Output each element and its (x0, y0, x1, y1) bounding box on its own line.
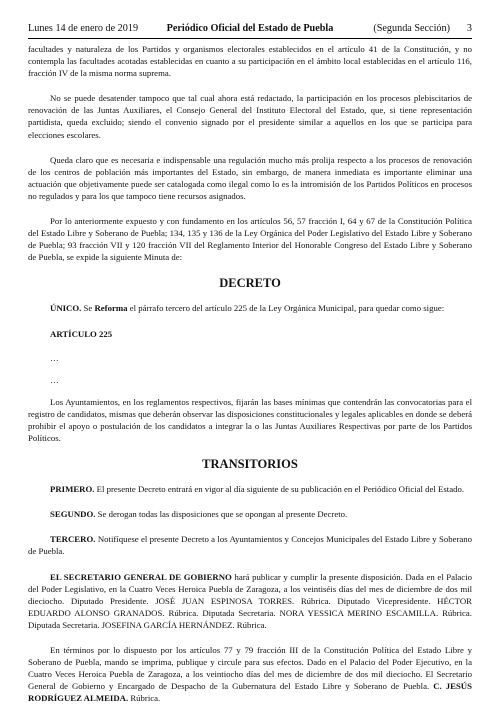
final-text: En términos por lo dispuesto por los artículos 77 y 79 fracción III de la Constitución Política del Estado Libre y Soberano de Puebla, mando se imprima, publique y circule para sus efectos. Dado en el Palacio del Poder Ejecutivo, en la Cuatro Veces Heroica Puebla de Zaragoza, a los veintiocho días del mes de diciembre de dos mil dieciocho. El Secretario General de Gobierno y Encargado de Despacho de la Gubernatura del Estado Libre y Soberano de Puebla. (28, 645, 472, 692)
unico-label: ÚNICO. (50, 303, 82, 314)
paragraph-unico (28, 302, 472, 314)
header-rule (28, 38, 472, 39)
unico-reforma: Reforma (94, 303, 128, 314)
heading-decreto: DECRETO (219, 276, 281, 291)
document-body (28, 43, 472, 717)
page-header (28, 22, 472, 38)
ellipsis-2: … (50, 374, 59, 385)
paragraph-secretario (28, 571, 472, 631)
paragraph-desatender: No se puede desatender tampoco que tal cual ahora está redactado, la participación en los procesos plebiscitarios de renovación de las Juntas Auxiliares, el Consejo General del Instituto Electoral del Estado, que, si tiene representación partidista, queda excluido; siendo el convenio signado por el presidente similar a aquellos en los que se participa para elecciones escolares. (28, 93, 472, 140)
paragraph-regulacion: Queda claro que es necesaria e indispensable una regulación mucho más prolija respecto a los procesos de renovación de los centros de población más importantes del Estado, sin embargo, de manera inmediata es importante eliminar una actuación que objetivamente puede ser catalogada como ilegal como lo es la intromisión de los Partidos Políticos en procesos no regulados y para los que tampoco tiene recursos asignados. (28, 154, 472, 201)
paragraph-final (28, 644, 472, 704)
secretario-label: EL SECRETARIO GENERAL DE GOBIERNO (50, 571, 232, 582)
tercero-text: Notifíquese el presente Decreto a los Ayuntamientos y Concejos Municipales del Estado Libre y Soberano de Puebla. (28, 534, 472, 557)
paragraph-segundo (28, 508, 472, 520)
primero-label: PRIMERO. (50, 484, 95, 495)
segundo-label: SEGUNDO. (50, 509, 96, 520)
primero-text: El presente Decreto entrará en vigor al día siguiente de su publicación en el Periódico Oficial del Estado. (94, 484, 465, 495)
paragraph-primero (28, 483, 472, 495)
paragraph-ayuntamientos: Los Ayuntamientos, en los reglamentos respectivos, fijarán las bases mínimas que contendrán las convocatorias para el registro de candidatos, mismas que deberán observar las disposiciones constitucionales y legales aplicables en donde se deberá prohibir el apoyo o postulación de los candidatos a integrar la o las Juntas Auxiliares Respectivas por parte de los Partidos Políticos. (28, 396, 472, 444)
ellipsis-1: … (50, 352, 59, 363)
final-name: C. JESÚS RODRÍGUEZ ALMEIDA. (28, 681, 472, 704)
unico-text-a: Se (81, 303, 95, 314)
paragraph-tercero (28, 533, 472, 557)
paragraph-facultades: facultades y naturaleza de los Partidos y organismos electorales establecidos en el artículo 41 de la Constitución, y no contempla las facultades acotadas establecidas en cuanto a su participación en el ámbito local establecidas en el artículo 116, fracción IV de la misma norma suprema. (28, 44, 472, 79)
header-section: (Segunda Sección) (373, 23, 450, 34)
unico-text-b: el párrafo tercero del artículo 225 de la Ley Orgánica Municipal, para quedar como sigue: (127, 303, 445, 314)
secretario-text: hará publicar y cumplir la presente disposición. Dada en el Palacio del Poder Legislativo, en la Cuatro Veces Heroica Puebla de Zaragoza, a los veintiséis días del mes de diciembre de dos mil dieciocho. Diputado Presidente. JOSÉ JUAN ESPINOSA TORRES. Rúbrica. Diputado Vicepresidente. HÉCTOR EDUARDO ALONSO GRANADOS. Rúbrica. Diputada Secretaria. NORA YESSICA MERINO ESCAMILLA. Rúbrica. Diputada Secretaria. JOSEFINA GARCÍA HERNÁNDEZ. Rúbrica. (28, 571, 472, 630)
final-rubrica: Rúbrica. (128, 693, 161, 704)
heading-transitorios: TRANSITORIOS (202, 457, 298, 472)
article-heading: ARTÍCULO 225 (50, 328, 113, 339)
page-number: 3 (466, 23, 472, 34)
tercero-label: TERCERO. (50, 534, 96, 545)
header-date: Lunes 14 de enero de 2019 (28, 23, 139, 34)
segundo-text: Se derogan todas las disposiciones que se opongan al presente Decreto. (95, 509, 348, 520)
header-title: Periódico Oficial del Estado de Puebla (166, 23, 334, 34)
paragraph-fundamento: Por lo anteriormente expuesto y con fundamento en los artículos 56, 57 fracción I, 64 y 67 de la Constitución Política del Estado Libre y Soberano de Puebla; 134, 135 y 136 de la Ley Orgánica del Poder Legislativo del Estado Libre y Soberano de Puebla; 93 fracción VII y 120 fracción VII del Reglamento Interior del Honorable Congreso del Estado Libre y Soberano de Puebla, se expide la siguiente Minuta de: (28, 216, 472, 263)
